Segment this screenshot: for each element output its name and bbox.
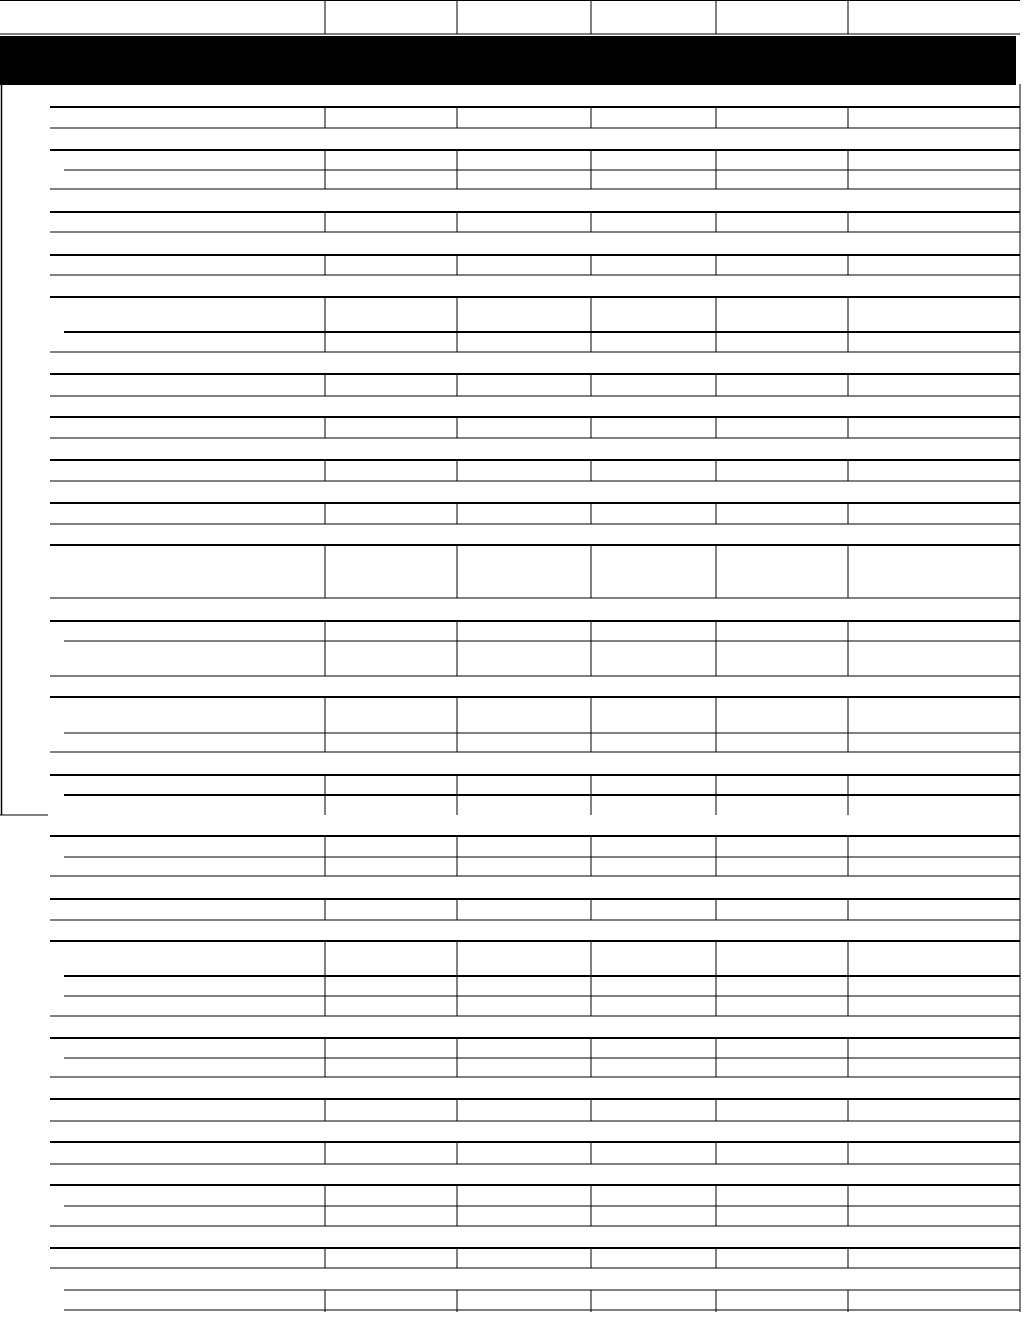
header-band — [0, 36, 1016, 85]
